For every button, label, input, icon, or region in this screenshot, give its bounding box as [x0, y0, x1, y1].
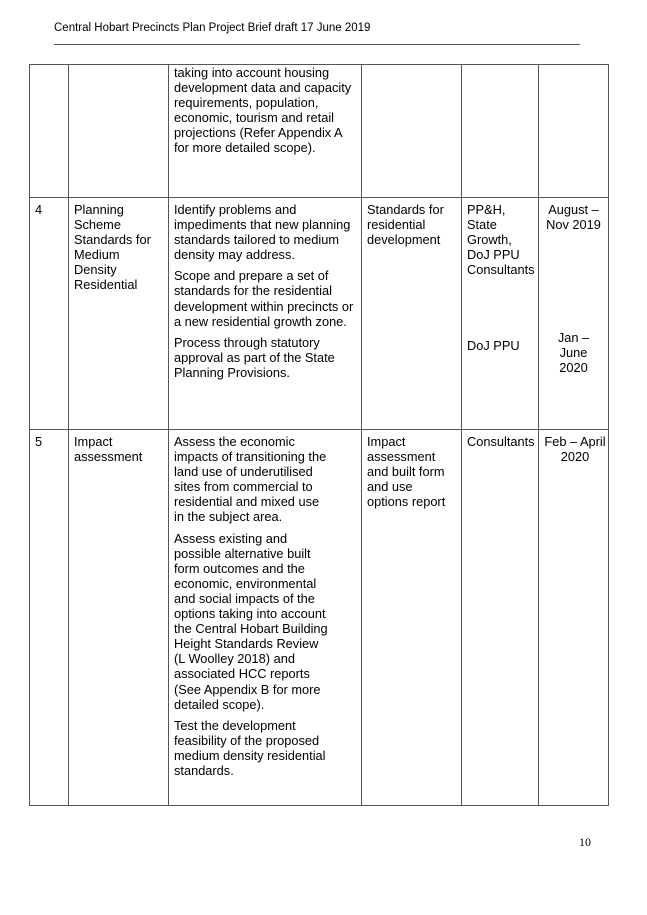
timing-entry: Jan – June 2020: [557, 330, 590, 376]
header-divider: [54, 44, 580, 45]
task-timing-cell: [539, 65, 609, 198]
responsibility-entry: Consultants: [467, 434, 535, 449]
table-row: [30, 65, 609, 198]
task-number-cell: [30, 65, 69, 198]
task-output-cell: Impact assessment and built form and use options report: [362, 430, 462, 806]
task-responsibility-cell: [462, 65, 539, 198]
task-name-cell: [69, 65, 169, 198]
task-timing-cell: [539, 430, 609, 806]
document-header: Central Hobart Precincts Plan Project Brief draft 17 June 2019: [54, 22, 371, 34]
task-number-cell: 4: [30, 198, 69, 430]
description-paragraph: Assess the economic impacts of transitioning the land use of underutilised sites from commercial to residential and mixed use in the subject area.: [174, 434, 327, 525]
description-paragraph: Test the development feasibility of the proposed medium density residential standards.: [174, 717, 326, 778]
responsibility-entry: PP&H, State Growth, DoJ PPU Consultants: [467, 202, 535, 278]
task-output-cell: Standards for residential development: [362, 198, 462, 430]
task-description-cell: [169, 198, 362, 430]
task-responsibility-cell: [462, 198, 539, 430]
description-paragraph: Assess existing and possible alternative built form outcomes and the economic, environmental and social impacts of the options taking into account the Central Hobart Building Height Standards Review (L Woolley 2018) and associated HCC reports (See Appendix B for more detailed scope).: [174, 530, 328, 712]
timing-entry: Feb – April 2020: [544, 434, 606, 465]
description-paragraph: Identify problems and impediments that new planning standards tailored to medium density may address.: [174, 202, 351, 263]
description-paragraph: taking into account housing development data and capacity requirements, population, economic, tourism and retail projections (Refer Appendix A for more detailed scope).: [174, 65, 352, 156]
timing-entry: August – Nov 2019: [546, 202, 601, 233]
task-name-cell: Planning Scheme Standards for Medium Density Residential: [69, 198, 169, 430]
task-responsibility-cell: [462, 430, 539, 806]
task-description-cell: [169, 430, 362, 806]
responsibility-entry: DoJ PPU: [467, 338, 520, 354]
table-row: [30, 198, 609, 430]
description-paragraph: Scope and prepare a set of standards for the residential development within precincts or a new residential growth zone.: [174, 268, 354, 329]
task-name-cell: Impact assessment: [69, 430, 169, 806]
task-description-cell: [169, 65, 362, 198]
table-row: [30, 430, 609, 806]
task-timing-cell: [539, 198, 609, 430]
description-paragraph: Process through statutory approval as part of the State Planning Provisions.: [174, 334, 335, 380]
project-task-table: [29, 64, 609, 806]
task-output-cell: [362, 65, 462, 198]
page-number: 10: [579, 835, 591, 849]
task-number-cell: 5: [30, 430, 69, 806]
